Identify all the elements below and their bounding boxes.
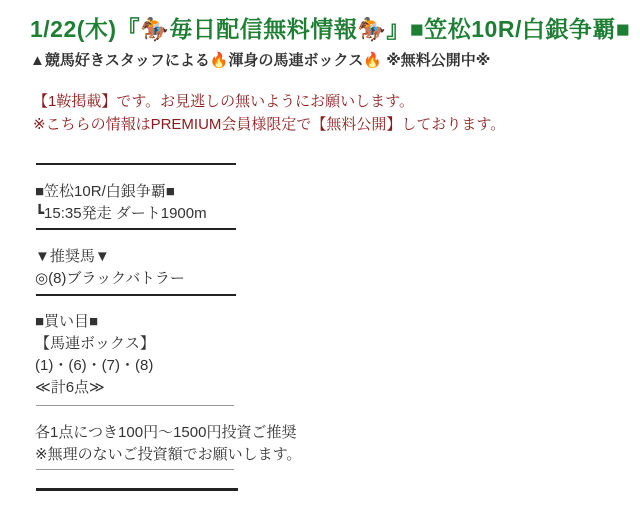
bet-total: ≪計6点≫ (35, 379, 105, 396)
recommended-horse: ◎(8)ブラックバトラー (35, 270, 185, 287)
investment-line-1: 各1点につき100円～1500円投資ご推奨 (35, 424, 297, 441)
divider (36, 488, 238, 491)
recommendation-header: ▼推奨馬▼ (35, 248, 110, 265)
notice-line-1: 【1鞍掲載】です。お見逃しの無いようにお願いします。 (33, 93, 414, 110)
divider (36, 163, 236, 165)
bet-type: 【馬連ボックス】 (35, 335, 155, 352)
bet-numbers: (1)・(6)・(7)・(8) (35, 357, 154, 374)
bet-header: ■買い目■ (35, 313, 99, 330)
divider (36, 228, 236, 230)
post-subtitle: ▲競馬好きスタッフによる🔥渾身の馬連ボックス🔥 ※無料公開中※ (30, 52, 491, 69)
race-detail: ┗15:35発走 ダート1900m (35, 205, 207, 222)
race-header: ■笠松10R/白銀争覇■ (35, 183, 175, 200)
notice-line-2: ※こちらの情報はPREMIUM会員様限定で【無料公開】しております。 (33, 116, 506, 133)
divider (36, 294, 236, 296)
divider (36, 469, 234, 470)
page-title: 1/22(木)『🏇毎日配信無料情報🏇』■笠松10R/白銀争覇■ (30, 16, 631, 42)
investment-line-2: ※無理のないご投資額でお願いします。 (35, 446, 302, 463)
divider (36, 405, 234, 406)
